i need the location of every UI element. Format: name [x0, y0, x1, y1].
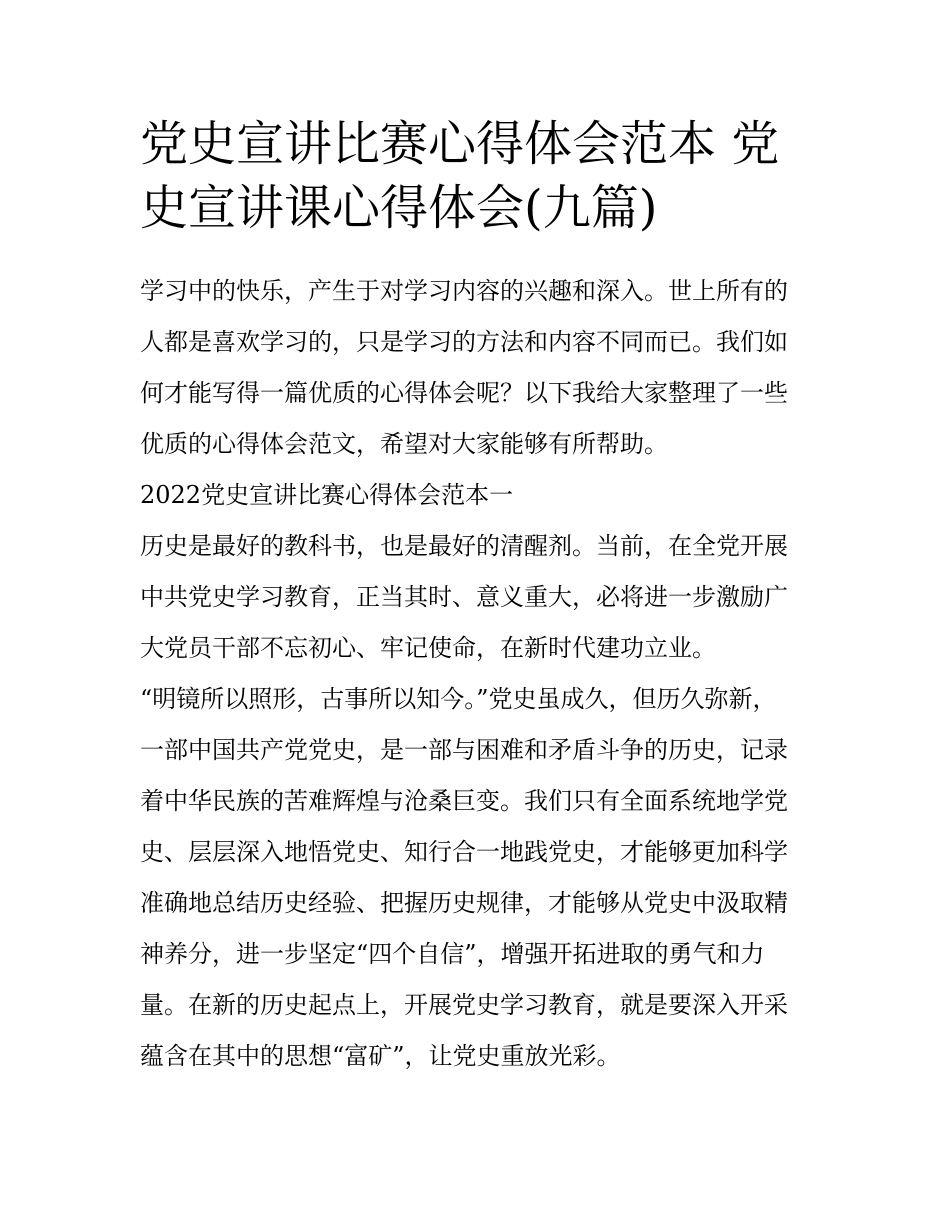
body-paragraph-1	[140, 521, 816, 674]
text-line: 一部中国共产党党史，是一部与困难和矛盾斗争的历史，记录	[140, 736, 788, 764]
text-line: 历史是最好的教科书，也是最好的清醒剂。当前，在全党开展	[140, 532, 788, 560]
text-line: 大党员干部不忘初心、牢记使命，在新时代建功立业。	[140, 634, 716, 662]
text-line: 学习中的快乐，产生于对学习内容的兴趣和深入。世上所有的	[140, 277, 788, 305]
text-line: 何才能写得一篇优质的心得体会呢？以下我给大家整理了一些	[140, 379, 788, 407]
text-line: 准确地总结历史经验、把握历史规律，才能够从党史中汲取精	[140, 889, 788, 917]
document-title	[140, 112, 816, 240]
text-line: 量。在新的历史起点上，开展党史学习教育，就是要深入开采	[140, 991, 788, 1019]
section-heading: 2022党史宣讲比赛心得体会范本一	[140, 481, 514, 509]
text-line: 中共党史学习教育，正当其时、意义重大，必将进一步激励广	[140, 583, 788, 611]
text-line: 神养分，进一步坚定“四个自信”，增强开拓进取的勇气和力	[140, 940, 765, 968]
text-line: “明镜所以照形，古事所以知今。”党史虽成久，但历久弥新，	[140, 685, 777, 713]
text-line: 着中华民族的苦难辉煌与沧桑巨变。我们只有全面系统地学党	[140, 787, 788, 815]
document-body	[140, 266, 816, 1082]
text-line: 人都是喜欢学习的，只是学习的方法和内容不同而已。我们如	[140, 328, 788, 356]
body-paragraph-2	[140, 674, 816, 1082]
title-line: 史宣讲课心得体会(九篇)	[140, 180, 658, 236]
text-line: 蕴含在其中的思想“富矿”，让党史重放光彩。	[140, 1042, 621, 1070]
title-line: 党史宣讲比赛心得体会范本 党	[140, 116, 780, 172]
text-line: 优质的心得体会范文，希望对大家能够有所帮助。	[140, 430, 668, 458]
text-line: 史、层层深入地悟党史、知行合一地践党史，才能够更加科学	[140, 838, 788, 866]
document-content	[140, 112, 816, 1082]
intro-paragraph	[140, 266, 816, 470]
